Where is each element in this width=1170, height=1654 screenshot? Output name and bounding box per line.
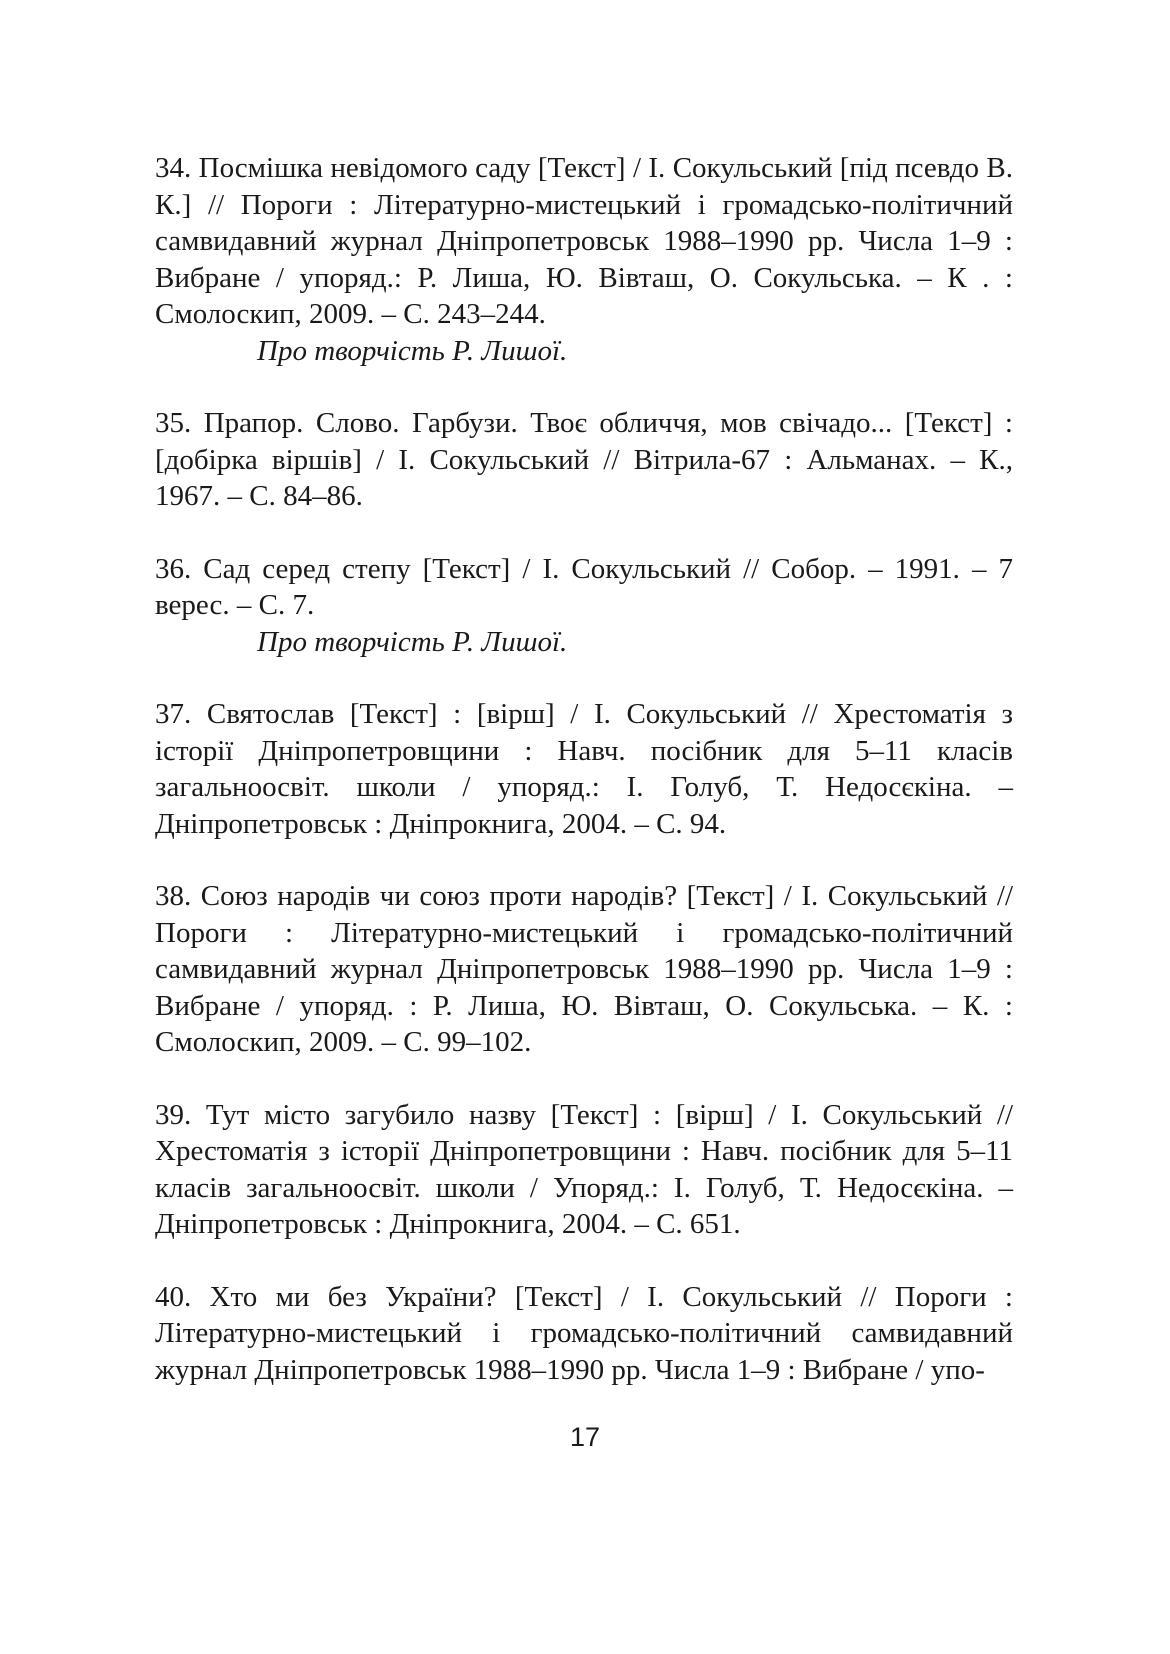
entry-text: 38. Союз народів чи союз проти народів? [Текст] / І. Сокульський // Пороги : Літературно-мистецький і громадсько-політичний самвидавний журнал Дніпропетровськ 1988–1990 рр. Числа 1–9 : Вибране / упоряд. : Р. Лиша, Ю. Вівташ, О. Сокульська. – К. : Смолоскип, 2009. – С. 99–102. xyxy=(155,880,1013,1058)
bibliography-entry-36 xyxy=(155,551,1013,661)
entry-text: 36. Сад серед степу [Текст] / І. Сокульський // Собор. – 1991. – 7 верес. – С. 7. xyxy=(155,552,1013,621)
entry-text: 34. Посмішка невідомого саду [Текст] / І. Сокульський [під псевдо В. К.] // Пороги : Літературно-мистецький і громадсько-політичний самвидавний журнал Дніпропетровськ 1988–1990 рр. Числа 1–9 : Вибране / упоряд.: Р. Лиша, Ю. Вівташ, О. Сокульська. – К . : Смолоскип, 2009. – С. 243–244. xyxy=(155,152,1013,330)
bibliography-entry-35 xyxy=(155,405,1013,515)
bibliography-entry-39 xyxy=(155,1097,1013,1243)
bibliography-list xyxy=(155,150,1013,1424)
entry-annotation: Про творчість Р. Лишої. xyxy=(257,625,568,658)
entry-text: 35. Прапор. Слово. Гарбузи. Твоє обличчя, мов свічадо... [Текст] : [добірка віршів] / І. Сокульський // Вітрила-67 : Альманах. – К., 1967. – С. 84–86. xyxy=(155,407,1013,512)
page-number: 17 xyxy=(569,1422,601,1452)
entry-text: 37. Святослав [Текст] : [вірш] / І. Сокульський // Хрестоматія з історії Дніпропетровщини : Навч. посібник для 5–11 класів загальноосвіт. школи / упоряд.: І. Голуб, Т. Недосєкіна. – Дніпропетровськ : Дніпрокнига, 2004. – С. 94. xyxy=(155,698,1013,840)
bibliography-entry-40 xyxy=(155,1279,1013,1389)
entry-text: 39. Тут місто загубило назву [Текст] : [вірш] / І. Сокульський // Хрестоматія з історії Дніпропетровщини : Навч. посібник для 5–11 класів загальноосвіт. школи / Упоряд.: І. Голуб, Т. Недосєкіна. – Дніпропетровськ : Дніпрокнига, 2004. – С. 651. xyxy=(155,1098,1013,1240)
bibliography-entry-38 xyxy=(155,878,1013,1061)
bibliography-entry-34 xyxy=(155,150,1013,369)
bibliography-entry-37 xyxy=(155,696,1013,842)
entry-text: 40. Хто ми без України? [Текст] / І. Сокульський // Пороги : Літературно-мистецький і громадсько-політичний самвидавний журнал Дніпропетровськ 1988–1990 рр. Числа 1–9 : Вибране / упо- xyxy=(155,1280,1013,1386)
entry-annotation: Про творчість Р. Лишої. xyxy=(257,334,568,367)
